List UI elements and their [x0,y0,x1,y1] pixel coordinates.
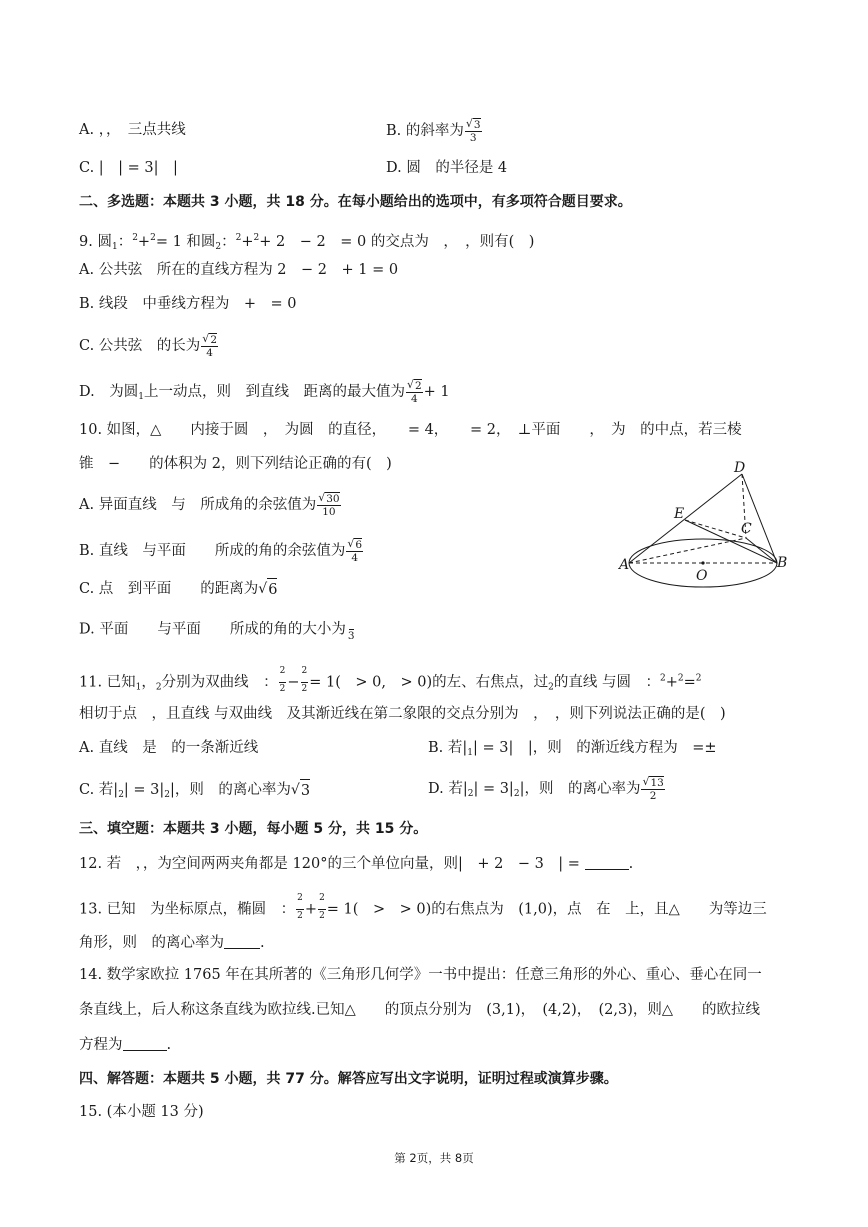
q10-option-a: A. 异面直线 与 所成角的余弦值为 √ 30 10 [79,491,340,518]
fraction: $\frac{^2}{^2}$ [301,666,308,694]
label-a: A [619,557,630,573]
q10-option-c: C. 点 到平面 的距离为 √ 6 [79,578,277,601]
answer-blank [224,934,260,949]
q9-stem: 9. 圆$_1$：$^2$+$^2$= 1 和圆$_2$：$^2$+$^2$+ 2 − 2 = 0 的交点为 ， ，则有( ) [79,233,535,252]
fraction: √ 3 3 [465,117,481,144]
q10-option-d: D. 平面 与平面 所成的角的大小为 3 [79,617,357,642]
edge-eb [685,520,777,563]
q10-stem-line2: 锥 − 的体积为 2，则下列结论正确的有( ) [79,456,392,472]
fraction: √ 13 2 [642,775,664,802]
q9-option-a: A. 公共弦 所在的直线方程为 2 − 2 + 1 = 0 [79,262,399,278]
label-c: C [741,521,752,537]
answer-blank [585,855,629,870]
radical: √ 6 [258,578,277,601]
q8-option-d: D. 圆 的半径是 4 [386,160,508,176]
fraction: √ 2 4 [406,378,422,405]
q11-option-d: D. 若$|_2| = 3|_2|$，则 的离心率为 √ 13 2 [428,775,664,802]
edge-ec [685,520,746,538]
q8-option-a: A. ，， 三点共线 [79,122,186,138]
fraction: √ 2 4 [202,332,217,359]
q9-option-c: C. 公共弦 的长为 √ 2 4 [79,332,217,359]
center-point [701,561,704,564]
label-b: B [777,555,788,571]
edge-db [742,474,777,563]
q13-line1: 13. 已知 为坐标原点，椭圆 ： $\frac{^2}{^2}$ + $\frac{^2}{^2}$ = 1( > > 0)的右焦点为 (1,0)，点 在 上，且△ 为等边三 [79,892,767,927]
page-footer: 第 2页，共 8页 [394,1151,474,1165]
q10-geometry-figure [612,458,792,588]
q10-option-b: B. 直线 与平面 所成的角的余弦值为 √ 6 4 [79,537,363,564]
q15-heading: 15. (本小题 13 分) [79,1104,204,1120]
q11-stem-line2: 相切于点 ，且直线 与双曲线 及其渐近线在第二象限的交点分别为 ， ，则下列说法正确的是( ) [79,706,726,722]
q11-option-c: C. 若$|_2| = 3|_2|$，则 的离心率为 √ 3 [79,779,310,806]
section-3-heading: 三、填空题：本题共 3 小题，每小题 5 分，共 15 分。 [79,821,428,837]
q9-option-d: D. 为圆$_1$上一动点，则 到直线 距离的最大值为 √ 2 4 + 1 [79,378,450,405]
fraction: √ 30 10 [318,491,340,518]
section-2-heading: 二、多选题：本题共 3 小题，共 18 分。在每小题给出的选项中，有多项符合题目要求。 [79,194,632,210]
fraction: $\frac{^2}{^2}$ [297,893,303,921]
q11-stem-line1: 11. 已知$_1$，$_2$分别为双曲线 ： $\frac{^2}{^2}$ − $\frac{^2}{^2}$ = 1( > 0, > 0)的左、右焦点，过$_2$的直线 与圆 ：$^2$+$^2$=$^2$ [79,665,702,700]
edge-ac [629,538,746,563]
q14-line1: 14. 数学家欧拉 1765 年在其所著的《三角形几何学》一书中提出：任意三角形的外心、重心、垂心在同一 [79,967,762,983]
edge-ad [629,474,742,563]
fraction: √ 6 4 [347,537,363,564]
q9-option-b: B. 线段 中垂线方程为 + = 0 [79,296,297,312]
fraction: $\frac{^2}{^2}$ [319,893,325,921]
label-d: D [734,460,746,476]
q11-option-a: A. 直线 是 的一条渐近线 [79,740,259,756]
section-4-heading: 四、解答题：本题共 5 小题，共 77 分。解答应写出文字说明，证明过程或演算步骤。 [79,1071,618,1087]
q12: 12. 若 ，，为空间两两夹角都是 120°的三个单位向量，则| + 2 − 3 | = . [79,856,634,872]
radical: √ 3 [291,779,310,802]
fraction: 3 [347,617,356,642]
q14-line2: 条直线上，后人称这条直线为欧拉线.已知△ 的顶点分别为 (3,1)， (4,2)， (2,3)，则△ 的欧拉线 [79,1002,761,1018]
q8-option-c: C. | | = 3| | [79,160,178,176]
q14-line3: 方程为 . [79,1037,172,1053]
q13-line2: 角形，则 的离心率为 . [79,935,265,951]
label-o: O [696,568,708,584]
fraction: $\frac{^2}{^2}$ [279,666,286,694]
label-e: E [674,506,685,522]
q10-stem-line1: 10. 如图，△ 内接于圆 ， 为圆 的直径， = 4， = 2， ⊥平面 ， 为 的中点，若三棱 [79,422,742,438]
q11-option-b: B. 若$|_1| = 3|$ |，则 的渐近线方程为 =± [428,740,717,758]
answer-blank [123,1036,167,1051]
q8-option-b: B. 的斜率为 √ 3 3 [386,117,481,144]
